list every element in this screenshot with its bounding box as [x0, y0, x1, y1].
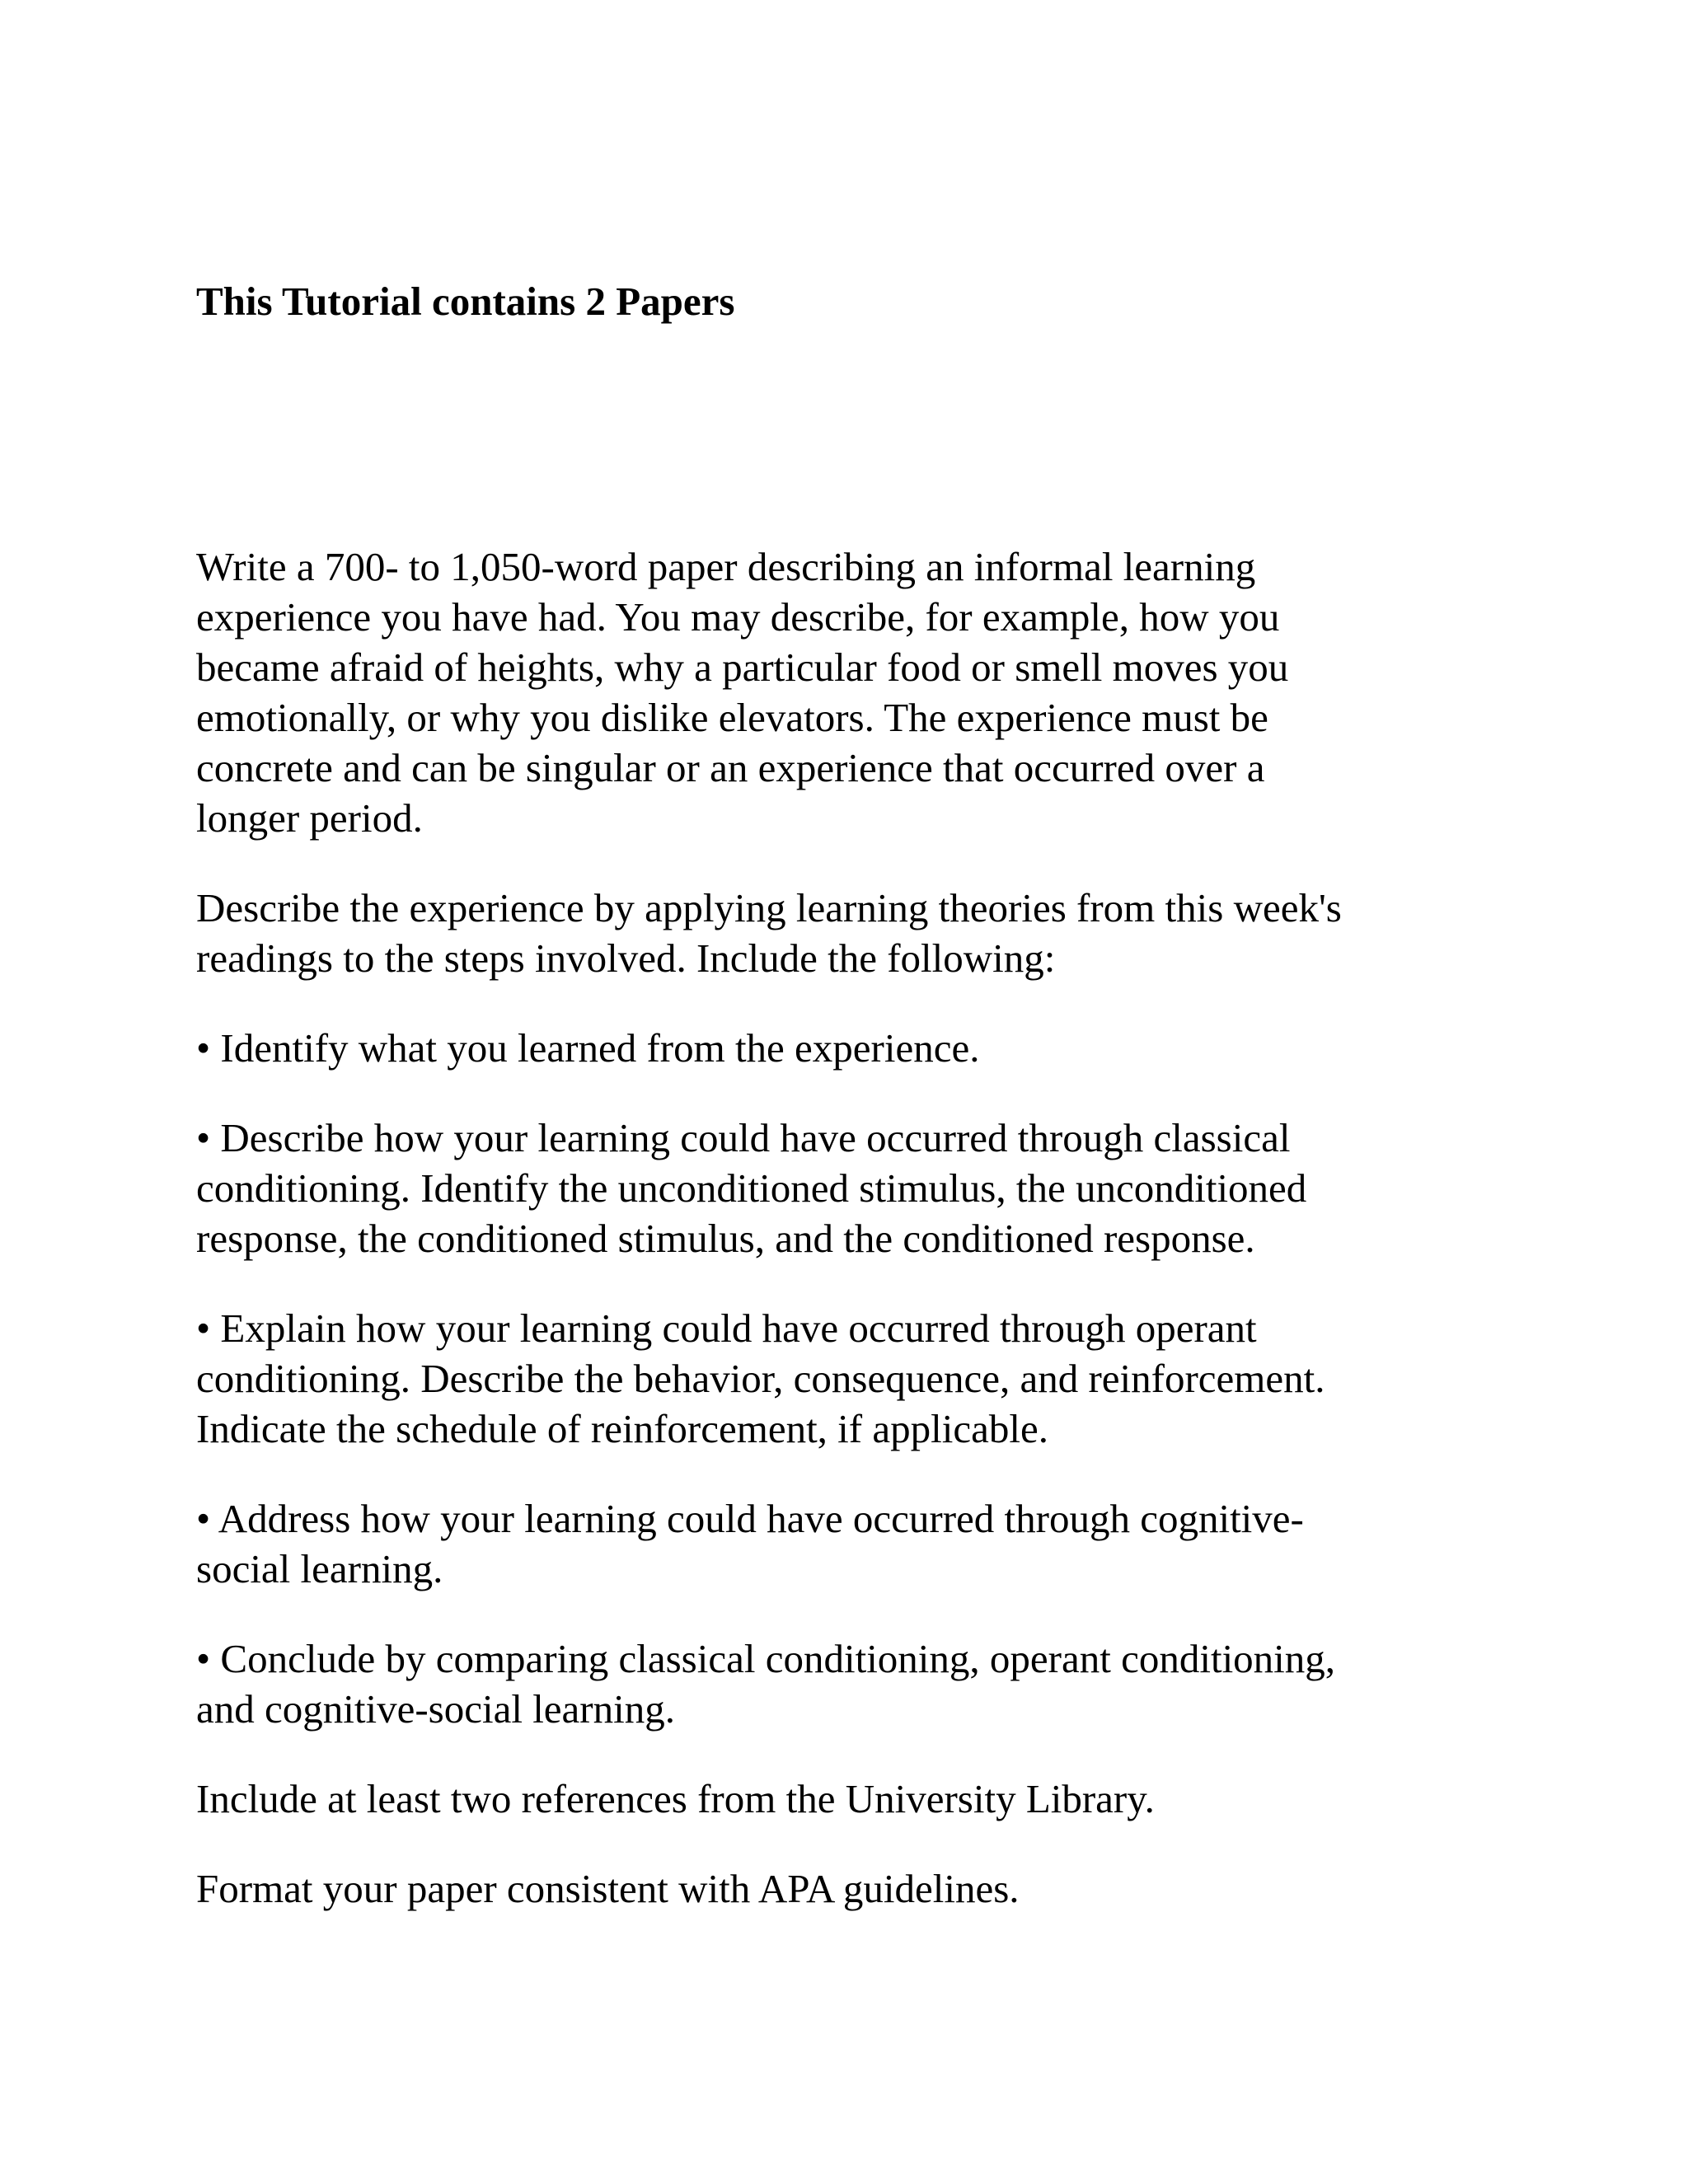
text-line: experience you have had. You may describe, for example, how you	[196, 594, 1280, 640]
text-line: • Address how your learning could have occurred through cognitive-	[196, 1496, 1304, 1541]
text-line: social learning.	[196, 1546, 443, 1591]
document-body	[196, 541, 1482, 1953]
text-line: emotionally, or why you dislike elevators. The experience must be	[196, 695, 1268, 740]
text-line: Include at least two references from the University Library.	[196, 1776, 1155, 1821]
text-line: readings to the steps involved. Include the following:	[196, 935, 1056, 981]
text-line: Format your paper consistent with APA guidelines.	[196, 1866, 1020, 1911]
text-line: • Describe how your learning could have occurred through classical	[196, 1115, 1291, 1160]
text-line: Write a 700- to 1,050-word paper describing an informal learning	[196, 544, 1256, 589]
text-line: Indicate the schedule of reinforcement, if applicable.	[196, 1406, 1048, 1451]
text-line: conditioning. Identify the unconditioned stimulus, the unconditioned	[196, 1165, 1307, 1211]
bullet-cognitive	[196, 1493, 1482, 1594]
bullet-classical	[196, 1113, 1482, 1263]
text-line: • Conclude by comparing classical conditioning, operant conditioning,	[196, 1636, 1336, 1681]
instructions-paragraph	[196, 883, 1482, 983]
text-line: response, the conditioned stimulus, and the conditioned response.	[196, 1216, 1255, 1261]
text-line: Describe the experience by applying learning theories from this week's	[196, 885, 1342, 930]
bullet-identify	[196, 1023, 1482, 1073]
text-line: longer period.	[196, 795, 423, 841]
text-line: concrete and can be singular or an experience that occurred over a	[196, 745, 1265, 790]
format-paragraph	[196, 1863, 1482, 1914]
text-line: • Identify what you learned from the experience.	[196, 1025, 980, 1071]
text-line: became afraid of heights, why a particular food or smell moves you	[196, 644, 1289, 690]
bullet-conclude	[196, 1633, 1482, 1734]
text-line: • Explain how your learning could have occurred through operant	[196, 1305, 1257, 1351]
text-line: conditioning. Describe the behavior, consequence, and reinforcement.	[196, 1356, 1325, 1401]
bullet-operant	[196, 1303, 1482, 1454]
document-title: This Tutorial contains 2 Papers	[196, 279, 735, 324]
references-paragraph	[196, 1774, 1482, 1824]
text-line: and cognitive-social learning.	[196, 1686, 675, 1732]
intro-paragraph	[196, 541, 1482, 843]
